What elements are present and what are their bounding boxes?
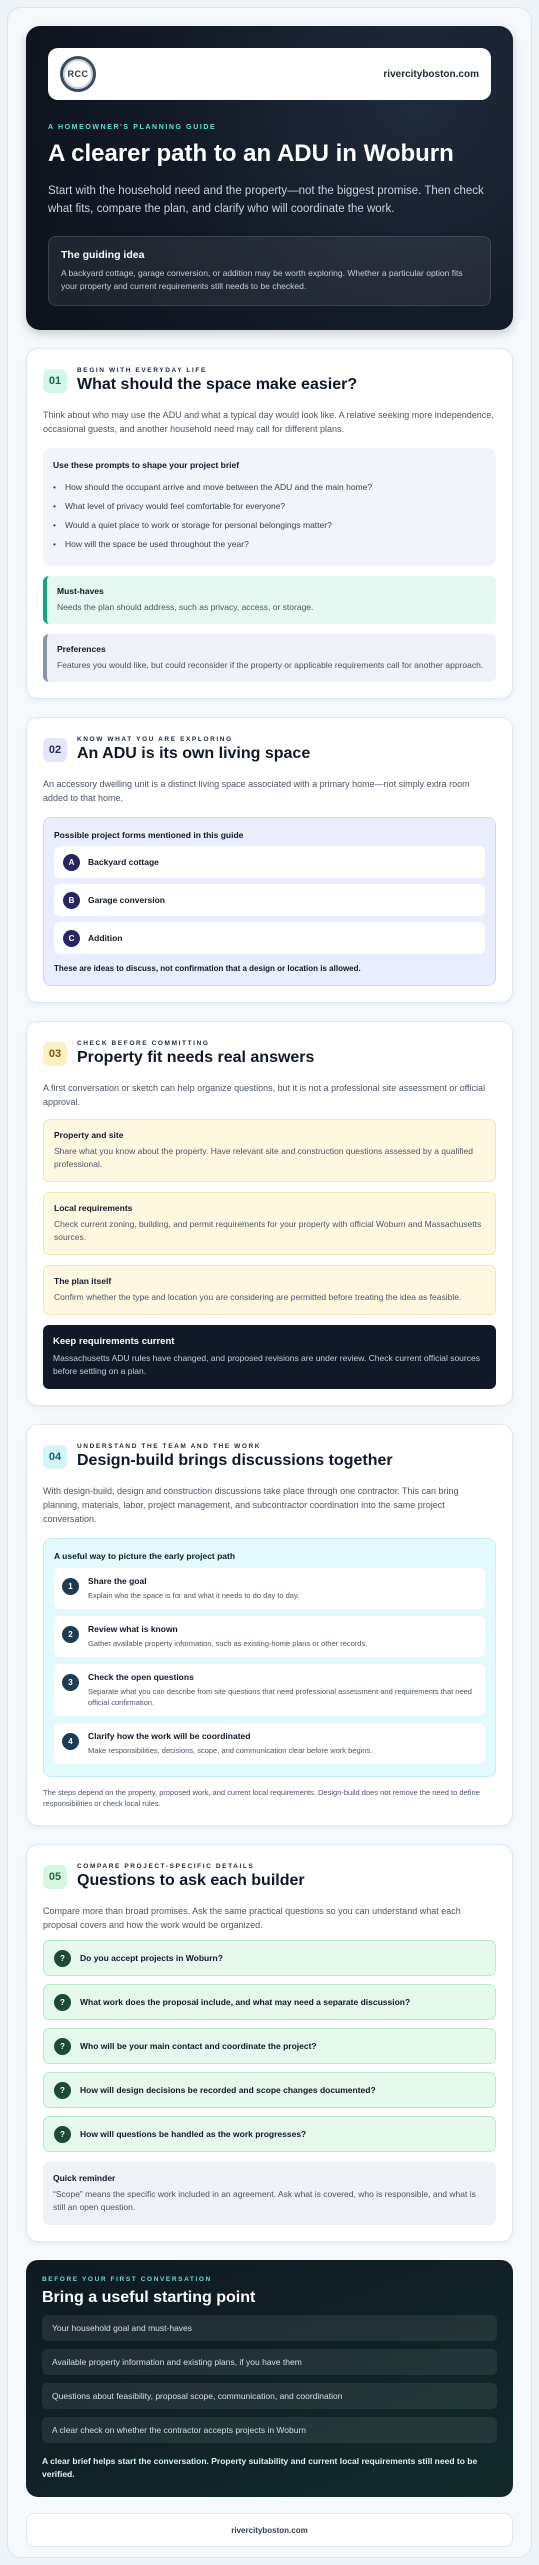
- form-label: Garage conversion: [88, 895, 166, 905]
- section-intro: An accessory dwelling unit is a distinct living space associated with a primary home—not simply extra room added to that home.: [43, 779, 470, 803]
- step-item: [54, 1664, 485, 1716]
- question-icon: ?: [54, 2082, 71, 2099]
- panel-title: Use these prompts to shape your project brief: [53, 460, 240, 470]
- question-text: What work does the proposal include, and what may need a separate discussion?: [80, 1997, 411, 2007]
- must-haves-note: [43, 576, 496, 624]
- section-eyebrow: COMPARE PROJECT-SPECIFIC DETAILS: [77, 1863, 255, 1870]
- section-header: [43, 1863, 496, 1890]
- panel-title: Possible project forms mentioned in this guide: [54, 830, 244, 840]
- check-box: [43, 1119, 496, 1182]
- box-text: Confirm whether the type and location you are considering are permitted before treating the idea as feasible.: [54, 1292, 462, 1302]
- section-title: Questions to ask each builder: [77, 1872, 305, 1889]
- section-footnote: The steps depend on the property, proposed work, and current local requirements. Design-build does not remove the need to define responsibilities or check local rules.: [43, 1788, 480, 1808]
- section-04: [26, 1424, 513, 1826]
- box-title: Property and site: [54, 1130, 124, 1140]
- footer-site-link[interactable]: rivercityboston.com: [231, 2525, 308, 2535]
- guide-title: The guiding idea: [61, 249, 145, 261]
- step-number: 4: [62, 1733, 79, 1750]
- list-item: A clear check on whether the contractor accepts projects in Woburn: [42, 2417, 497, 2443]
- step-title: Share the goal: [88, 1576, 147, 1586]
- section-eyebrow: KNOW WHAT YOU ARE EXPLORING: [77, 736, 233, 743]
- question-item: [43, 2072, 496, 2108]
- section-number-badge: 03: [43, 1042, 67, 1066]
- box-title: Quick reminder: [53, 2173, 116, 2183]
- section-intro: Think about who may use the ADU and what a typical day would look like. A relative seeking more independence, occasional guests, and another household need may call for different plans.: [43, 410, 494, 434]
- site-link[interactable]: rivercityboston.com: [383, 68, 479, 80]
- section-number-badge: 04: [43, 1445, 67, 1469]
- section-intro: A first conversation or sketch can help organize questions, but it is not a professional site assessment or official approval.: [43, 1083, 486, 1107]
- step-number: 3: [62, 1674, 79, 1691]
- section-header: [43, 1040, 496, 1067]
- project-path-panel: [43, 1538, 496, 1777]
- project-forms-panel: [43, 817, 496, 986]
- step-number: 1: [62, 1578, 79, 1595]
- list-item: [54, 846, 485, 878]
- question-icon: ?: [54, 2126, 71, 2143]
- panel-title: A useful way to picture the early project path: [54, 1551, 236, 1561]
- section-eyebrow: UNDERSTAND THE TEAM AND THE WORK: [77, 1443, 262, 1450]
- requirements-current-box: [43, 1325, 496, 1389]
- prompts-panel: [43, 448, 496, 566]
- list-item: • Would a quiet place to work or storage for personal belongings matter?: [53, 516, 486, 535]
- step-item: [54, 1723, 485, 1764]
- step-text: Separate what you can describe from site questions that need professional assessment and requirements that need official confirmation.: [88, 1687, 472, 1707]
- question-text: How will design decisions be recorded and scope changes documented?: [80, 2085, 376, 2095]
- question-item: [43, 2028, 496, 2064]
- letter-badge: B: [63, 892, 80, 909]
- section-03: [26, 1021, 513, 1406]
- question-item: [43, 1984, 496, 2020]
- question-text: Do you accept projects in Woburn?: [80, 1953, 223, 1963]
- hero-eyebrow: A HOMEOWNER'S PLANNING GUIDE: [48, 124, 217, 131]
- section-title: What should the space make easier?: [77, 376, 358, 393]
- brand-bar: [48, 48, 491, 100]
- step-text: Explain who the space is for and what it needs to do day to day.: [88, 1591, 300, 1600]
- letter-badge: C: [63, 930, 80, 947]
- list-item: [54, 922, 485, 954]
- list-item: [54, 884, 485, 916]
- note-title: Must-haves: [57, 586, 104, 596]
- section-header: [43, 367, 496, 394]
- logo-text: RCC: [67, 69, 89, 79]
- check-box: [43, 1265, 496, 1315]
- section-eyebrow: BEFORE YOUR FIRST CONVERSATION: [42, 2276, 212, 2283]
- form-label: Backyard cottage: [88, 857, 159, 867]
- starting-point-section: [26, 2260, 513, 2497]
- step-title: Check the open questions: [88, 1672, 194, 1682]
- section-number-badge: 05: [43, 1865, 67, 1889]
- section-title: Bring a useful starting point: [42, 2289, 256, 2306]
- question-text: Who will be your main contact and coordinate the project?: [80, 2041, 317, 2051]
- prompt-list: [53, 478, 486, 554]
- section-eyebrow: BEGIN WITH EVERYDAY LIFE: [77, 367, 207, 374]
- step-item: [54, 1616, 485, 1657]
- list-item: • How will the space be used throughout the year?: [53, 535, 486, 554]
- step-title: Clarify how the work will be coordinated: [88, 1731, 251, 1741]
- box-text: Massachusetts ADU rules have changed, and proposed revisions are under review. Check current official sources before settling on a plan.: [53, 1353, 480, 1376]
- section-number-badge: 02: [43, 738, 67, 762]
- step-text: Gather available property information, such as existing-home plans or other records.: [88, 1639, 368, 1648]
- section-title: An ADU is its own living space: [77, 745, 311, 762]
- page-frame: [7, 7, 532, 2558]
- section-header: [43, 1443, 496, 1470]
- note-text: Needs the plan should address, such as privacy, access, or storage.: [57, 602, 314, 612]
- question-icon: ?: [54, 1950, 71, 1967]
- section-intro: Compare more than broad promises. Ask the same practical questions so you can understand what each proposal covers and how the work would be organized.: [43, 1906, 461, 1930]
- section-02: [26, 717, 513, 1003]
- logo-icon[interactable]: [60, 56, 96, 92]
- footer: [26, 2513, 513, 2547]
- step-text: Make responsibilities, decisions, scope, and communication clear before work begins.: [88, 1746, 373, 1755]
- hero-section: [26, 26, 513, 330]
- form-label: Addition: [88, 933, 123, 943]
- step-title: Review what is known: [88, 1624, 178, 1634]
- box-title: Keep requirements current: [53, 1336, 175, 1347]
- question-text: How will questions be handled as the work progresses?: [80, 2129, 307, 2139]
- step-item: [54, 1568, 485, 1609]
- box-text: Share what you know about the property. Have relevant site and construction questions assessed by a qualified professional.: [54, 1146, 473, 1169]
- box-title: Local requirements: [54, 1203, 133, 1213]
- list-item: • How should the occupant arrive and move between the ADU and the main home?: [53, 478, 486, 497]
- list-item: Your household goal and must-haves: [42, 2315, 497, 2341]
- question-item: [43, 1940, 496, 1976]
- box-text: “Scope” means the specific work included in an agreement. Ask what is covered, who is responsible, and what is still an open question.: [53, 2189, 476, 2212]
- section-title: Property fit needs real answers: [77, 1049, 315, 1066]
- closing-text: A clear brief helps start the conversation. Property suitability and current local requirements still need to be verified.: [42, 2456, 478, 2479]
- note-text: Features you would like, but could reconsider if the property or applicable requirements call for another approach.: [57, 660, 484, 670]
- section-01: [26, 348, 513, 699]
- guide-text: A backyard cottage, garage conversion, or addition may be worth exploring. Whether a particular option fits your property and current requirements still needs to be checked.: [61, 268, 463, 291]
- page-title: A clearer path to an ADU in Woburn: [48, 140, 454, 167]
- list-item: Available property information and existing plans, if you have them: [42, 2349, 497, 2375]
- list-item: • What level of privacy would feel comfortable for everyone?: [53, 497, 486, 516]
- section-title: Design-build brings discussions together: [77, 1452, 393, 1469]
- step-number: 2: [62, 1626, 79, 1643]
- check-box: [43, 1192, 496, 1255]
- quick-reminder-box: [43, 2162, 496, 2225]
- question-item: [43, 2116, 496, 2152]
- section-05: [26, 1844, 513, 2242]
- section-number-badge: 01: [43, 369, 67, 393]
- section-intro: With design-build, design and construction discussions take place through one contractor. This can bring planning, materials, labor, project management, and subcontractor coordination into the same project conversation.: [43, 1486, 459, 1524]
- list-item: Questions about feasibility, proposal scope, communication, and coordination: [42, 2383, 497, 2409]
- letter-badge: A: [63, 854, 80, 871]
- question-icon: ?: [54, 2038, 71, 2055]
- note-title: Preferences: [57, 644, 106, 654]
- hero-lead: Start with the household need and the property—not the biggest promise. Then check what fits, compare the plan, and clarify who will coordinate the work.: [48, 185, 484, 215]
- box-text: Check current zoning, building, and permit requirements for your property with official Woburn and Massachusetts sources.: [54, 1219, 482, 1242]
- preferences-note: [43, 634, 496, 682]
- section-eyebrow: CHECK BEFORE COMMITTING: [77, 1040, 210, 1047]
- question-icon: ?: [54, 1994, 71, 2011]
- section-header: [43, 736, 496, 763]
- forms-note: These are ideas to discuss, not confirmation that a design or location is allowed.: [54, 964, 361, 973]
- guiding-idea-box: [48, 236, 491, 306]
- box-title: The plan itself: [54, 1276, 112, 1286]
